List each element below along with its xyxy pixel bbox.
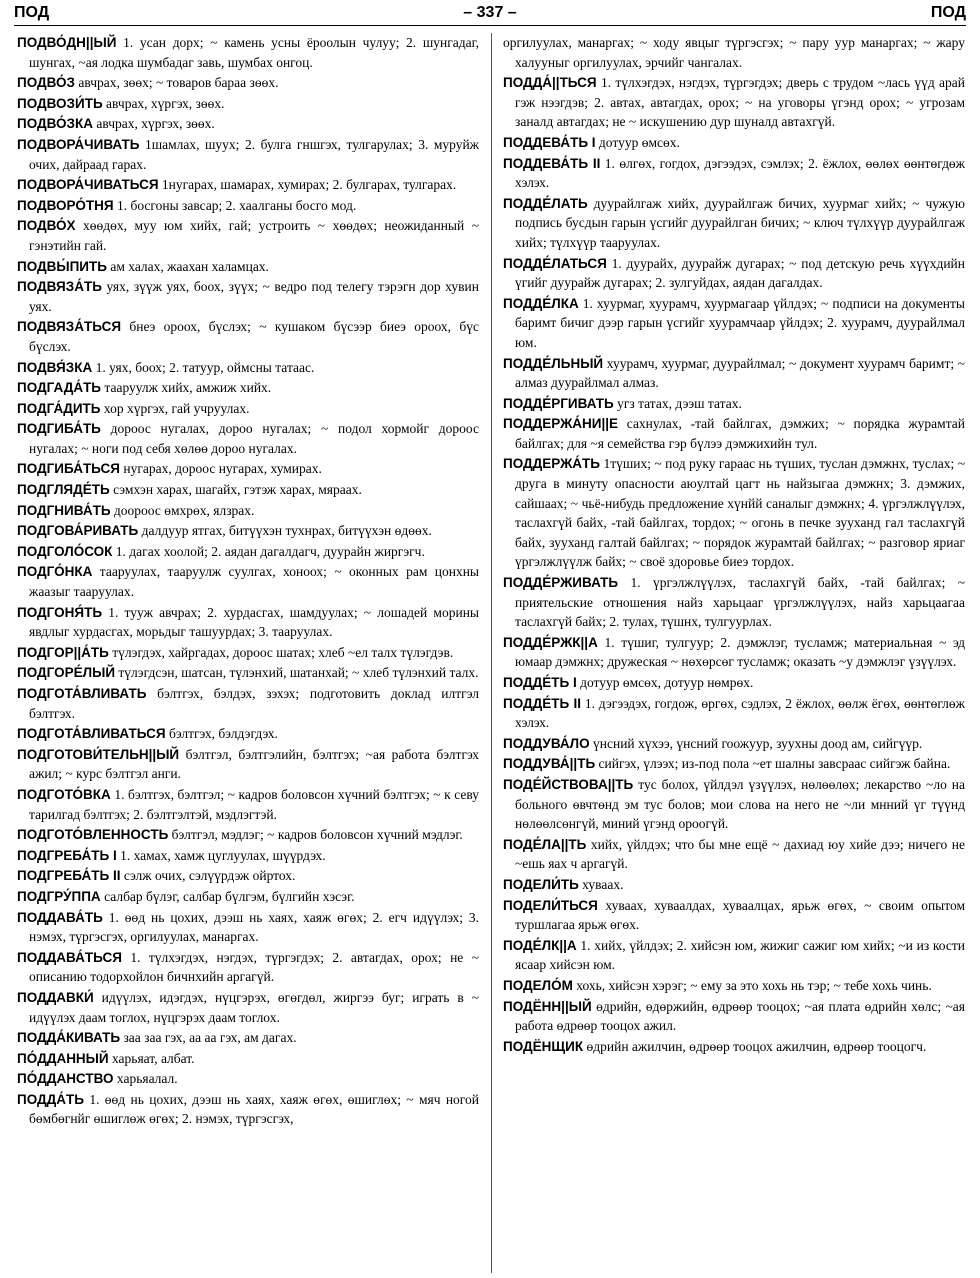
headword: ПОДДЕВА́ТЬ II [503,155,601,171]
dictionary-entry [17,216,479,255]
definition: 1нугарах, шамарах, хумирах; 2. булгарах, тулгарах. [161,177,457,193]
definition: 1. дуурайх, дуурайж дугарах; ~ под детскую речь хүүхдийн үгийг дуурайж дугарах; 2. зулгуйдах, аядан дагалдах. [515,255,965,291]
dictionary-entry [503,133,965,153]
headword: ПОДДЕ́ЛКА [503,295,579,311]
dictionary-entry [17,948,479,987]
headword: ПОДГИБА́ТЬСЯ [17,461,121,477]
headword: ПОДДЕ́ЛАТЬСЯ [503,255,607,271]
dictionary-entry [503,454,965,572]
headword: ПОДВО́ДН||ЫЙ [17,35,117,50]
headword: ПОДГОР||А́ТЬ [17,644,109,660]
dictionary-entry [17,542,479,562]
definition: хуваах. [582,876,624,892]
definition: 1. хуурмаг, хуурамч, хуурмагаар үйлдэх; ~ подписи на документы баримт бичиг дээр гарын үсгийг хуурамчаар үйлдэх; 2. хуурамч, дуурайлмал юм. [515,295,965,350]
dictionary-entry [17,33,479,72]
definition: 1. өөд нь цохих, дээш нь хаях, хаяж өгөх; 2. егч идүүлэх; 3. нэмэх, түргэсгэх, оргилуулах, манаргах. [29,909,479,945]
definition: дотуур өмсөх. [598,134,680,150]
headword: ПОДВОРА́ЧИВАТЬСЯ [17,177,159,193]
dictionary-entry [17,358,479,378]
headword: ПОДГОВА́РИВАТЬ [17,523,139,539]
headword: ПОДГРЕБА́ТЬ II [17,868,121,884]
headword: ПОДДЕ́ЛЬНЫЙ [503,355,604,371]
column-divider [491,33,492,1273]
dictionary-entry [17,114,479,134]
headword: ПОДГА́ДИТЬ [17,400,101,416]
dictionary-entry [503,73,965,132]
dictionary-entry [17,175,479,195]
dictionary-entry [17,94,479,114]
headword: ПОДВО́Х [17,218,76,234]
definition: 1шамлах, шуух; 2. булга гншгэх, тулгарулах; 3. муруйж очих, дайраад гарах. [29,136,479,172]
definition: 1. тууж авчрах; 2. хурдасгах, шамдуулах; ~ лошадей морины явдлыг хурдасгах, морьдыг ташуурдах; 3. тааруулах. [29,604,479,640]
definition: бэлтгэх, бэлдэгдэх. [168,726,278,742]
headword: ПОДЕ́ЛК||А [503,937,577,953]
definition: дороос нугалах, дороо нугалах; ~ подол хормойг дороос нугалах; ~ ноги под себя хөлөө дороо нугалах. [29,421,479,456]
definition: харьяат, албат. [111,1050,195,1066]
definition: бэлтгэх, бэлдэх, зэхэх; подготовить доклад илтгэл бэлтгэх. [29,686,479,721]
page-number: – 337 – [463,4,517,21]
dictionary-entry [17,825,479,845]
definition: дотуур өмсөх, дотуур нөмрөх. [580,675,754,690]
dictionary-entry [17,419,479,458]
headword: ПОДВЯЗА́ТЬСЯ [17,319,122,335]
dictionary-entry [17,908,479,947]
dictionary-entry [17,866,479,886]
dictionary-entry [503,633,965,672]
definition: бнеэ ороох, бүслэх; ~ кушаком бүсээр биеэ ороох, бүс бүслэх. [29,319,479,354]
headword: ПОДДЕРЖА́НИ||Е [503,416,619,432]
headword: ПОДВОЗИ́ТЬ [17,95,103,111]
dictionary-entry [17,399,479,419]
dictionary-entry [503,394,965,414]
definition: 1. дагах хоолой; 2. аядан дагалдагч, дуурайн жиргэгч. [115,543,425,559]
definition: авчрах, хүргэх, зөөх. [96,116,215,132]
dictionary-entry [17,277,479,316]
right-column [503,33,965,1273]
definition: сэлж очих, сэлүүрдэж ойртох. [123,868,296,884]
headword: ПОДГАДА́ТЬ [17,380,102,396]
headword: ПОДДЕРЖА́ТЬ [503,456,600,472]
headword: ПО́ДДАНСТВО [17,1071,114,1087]
dictionary-entry [17,887,479,907]
definition: өдрийн ажилчин, өдрөөр тооцох ажилчин, өдрөөр тооцогч. [586,1038,927,1054]
definition: тааруулж хийх, амжиж хийх. [104,380,272,396]
headword: ПОДГОРЕ́ЛЫЙ [17,665,116,681]
headword: ПОДГОНЯ́ТЬ [17,604,103,620]
definition: тус болох, үйлдэл үзүүлэх, нөлөөлөх; лекарство ~ло на больного өвчтөнд эм тус болов; мои слова на него не ~ли мнний үг түүнд нөлөөлсөнгүй, миний үгэнд ороогүй. [515,776,965,832]
dictionary-entry [503,254,965,293]
dictionary-entry [503,835,965,874]
dictionary-entry [503,194,965,253]
headword: ПО́ДДАННЫЙ [17,1050,109,1066]
dictionary-entry [17,480,479,500]
dictionary-entry [17,562,479,601]
dictionary-entry [503,936,965,975]
headword: ПОДДЕВА́ТЬ I [503,134,596,150]
headword: ПОДГОЛО́СОК [17,543,113,559]
dictionary-entry [503,896,965,935]
dictionary-entry [17,1069,479,1089]
headword: ПОДДЕ́ТЬ I [503,675,577,690]
dictionary-entry [503,154,965,193]
definition: бэлтгэл, бэлтгэлийн, бэлтгэх; ~ая работа бэлтгэх ажил; ~ курс бэлтгэл анги. [29,746,479,782]
definition: оргилуулах, манаргах; ~ ходу явцыг түргэсгэх; ~ пару уур манаргах; ~ жару халууныг оргилуулах, эрчийг чангалах. [503,35,965,70]
headword: ПОДВЯЗА́ТЬ [17,279,102,295]
headword: ПОДГИБА́ТЬ [17,421,101,437]
definition: 1. түлхэгдэх, нэгдэх, түргэгдэх; 2. автагдах, орох; не ~ описанию тодорхойлон бичнхийн аргагүй. [29,949,479,985]
headword: ПОДЕЛИ́ТЬ [503,876,579,892]
dictionary-entry [17,745,479,784]
headword: ПОДГОТА́ВЛИВАТЬСЯ [17,726,166,742]
dictionary-entry [17,378,479,398]
definition: авчрах, зөөх; ~ товаров бараа зөөх. [78,75,279,91]
definition: салбар бүлэг, салбар бүлгэм, бүлгийн хэсэг. [104,888,355,904]
headword: ПОДГОТОВИ́ТЕЛЬН||ЫЙ [17,746,180,762]
definition: идүүлэх, идэгдэх, нүцгэрэх, өгөгдөл, жиргээ буг; играть в ~ идүүлэх даам тоглох, нүцгэрэх даам тоглох. [29,989,479,1025]
definition: хийх, үйлдэх; что бы мне ещё ~ дахиад юу хийе дээ; ничего не ~ешь яах ч аргагүй. [515,836,965,872]
definition: 1. үргэлжлүүлэх, таслахгүй байх, -тай байлгах; ~ приятельские отношения найз харьцааг үргэлжлүүлэх, найз харьцаагаа таслахгүй байх; 2. тулах, түшнх, тулгуурлах. [515,575,965,630]
dictionary-entry [503,573,965,632]
dictionary-entry [17,521,479,541]
dictionary-entry [17,135,479,174]
dictionary-entry [17,1049,479,1069]
headword: ПОДЕ́ЙСТВОВА||ТЬ [503,776,634,792]
dictionary-entry [17,785,479,824]
header-rule [14,25,966,26]
dictionary-entry [17,1028,479,1048]
definition: 1түших; ~ под руку гараас нь түших, туслан дэмжнх, туслах; ~ друга в минуту опасности аюултай цагт нь найзыгаа дэмжнх; 3. дэмжих, сайшаах; ~ чьё-нибудь предложение хүнйй саналыг дэмжнх; 4. үргэлжлүүлэх, таслахгүй байх, -тай байлгах, тордох; ~ огонь в печке зууханд гал таслахгүй байх, зууханд галтай байлгах; ~ порядок журамтай байлгах; ~ разговор яриаг үргэлжлүүлж байх; ~ своё здоровье биеэ тордох. [515,456,965,570]
definition: уях, зүүж уях, боох, зүүх; ~ ведро под телегу тэрэгн дор хувин уях. [29,279,479,314]
dictionary-entry [17,257,479,277]
definition: 1. босгоны завсар; 2. хаалганы босго мод. [116,197,357,213]
headword: ПОДЕ́ЛА||ТЬ [503,836,587,852]
dictionary-entry [17,846,479,866]
headword: ПОДДА́ТЬ [17,1091,84,1107]
dictionary-entry [17,1090,479,1129]
headword: ПОДГНИВА́ТЬ [17,502,111,518]
definition: үнсний хүхээ, үнсний гоожуур, зуухны доод ам, сийгүүр. [593,735,923,751]
headword: ПОДЁНЩИК [503,1038,584,1054]
definition: нугарах, дороос нугарах, хумирах. [123,461,322,477]
headword: ПОДДАВА́ТЬ [17,909,103,925]
headword: ПОДГОТА́ВЛИВАТЬ [17,686,147,701]
definition: түлэгдсэн, шатсан, түлэнхий, шатанхай; ~ хлеб түлэнхий талх. [118,665,479,681]
dictionary-entry [503,694,965,733]
definition: 1. усан дорх; ~ камень усны ёроолын чулуу; 2. шунгадаг, шунгах, ~ая лодка шумбадаг завь, шумбах онгоц. [29,35,479,70]
definition: харьяалал. [116,1071,178,1087]
headword: ПОДДЕ́РГИВАТЬ [503,395,614,411]
headword: ПОДДА́||ТЬСЯ [503,75,597,91]
dictionary-entry [503,1037,965,1057]
definition: бэлтгэл, мэдлэг; ~ кадров боловсон хүчний мэдлэг. [171,827,463,843]
definition: заа заа гэх, аа аа гэх, ам дагах. [123,1030,297,1046]
definition: хуурамч, хуурмаг, дуурайлмал; ~ документ хуурамч баримт; ~ алмаз дуурайлмал алмаз. [515,355,965,391]
headword: ПОДДЕ́РЖК||А [503,634,598,650]
headword: ПОДВЯ́ЗКА [17,359,93,375]
definition: 1. өлгөх, гогдох, дэгээдэх, сэмлэх; 2. ёжлох, өөлөх өөнтөгдөж хэлэх. [515,155,965,191]
definition: далдуур ятгах, битүүхэн тухнрах, битүүхэн өдөөх. [141,523,432,539]
dictionary-entry [503,976,965,996]
headword: ПОДВО́З [17,75,76,91]
headword: ПОДВОРО́ТНЯ [17,197,114,213]
headword: ПОДГРУ́ППА [17,888,101,904]
definition: 1. түлхэгдэх, нэгдэх, түргэгдэх; дверь с трудом ~лась үүд арай гэж нээгдэв; 2. автах, автагдах, орох; ~ на уговоры үгэнд орох; ~ угрозам заналд автагдах; не ~ искушению дур шуналд автахгүй. [515,75,965,130]
page-header [14,2,966,24]
definition: сэмхэн харах, шагайх, гэтэж харах, мяраах. [113,482,362,498]
dictionary-entry [503,354,965,393]
dictionary-entry [17,603,479,642]
headword: ПОДГОТО́ВКА [17,786,111,802]
headword: ПОДВО́ЗКА [17,116,94,132]
dictionary-entry [503,754,965,774]
definition: доороос өмхрөх, ялзрах. [113,502,255,518]
definition: сахнулах, -тай байлгах, дэмжих; ~ порядка журамтай байлгах; для ~я семейства гэр бүлээ дэмжихийн тул. [515,416,965,451]
headword: ПОДДЕ́ЛАТЬ [503,195,588,211]
headword: ПОДВЫ́ПИТЬ [17,258,107,274]
headword: ПОДГЛЯДЕ́ТЬ [17,482,110,498]
dictionary-entry [503,414,965,453]
definition: дуурайлгаж хийх, дуурайлгаж бичих, хуурмаг хийх; ~ чужую подпись бусдын гарын үсгийг дуурайлган бичих; ~ ключ түлхүүр дуурайлгаж хийх; түлхүүр тааруулах. [515,195,965,250]
dictionary-entry [503,294,965,353]
dictionary-entry [17,724,479,744]
headword: ПОДГО́НКА [17,564,93,580]
header-right-guideword: ПОД [930,4,966,21]
dictionary-entry [503,734,965,754]
definition: түлэгдэх, хайргадах, дороос шатах; хлеб ~ел талх түлэгдэв. [112,644,454,660]
left-column [17,33,479,1273]
headword: ПОДДАВКИ́ [17,989,94,1005]
definition: хор хүргэх, гай учруулах. [103,400,250,416]
dictionary-entry [17,73,479,93]
dictionary-entry [17,196,479,216]
dictionary-entry [17,643,479,663]
headword: ПОДДА́КИВАТЬ [17,1030,121,1046]
dictionary-entry [17,988,479,1027]
headword: ПОДВОРА́ЧИВАТЬ [17,136,140,152]
definition: 1. бэлтгэх, бэлтгэл; ~ кадров боловсон хүчний бэлтгэх; ~ к севу тарилгад бэлтгэх; 2. бэлтгэлтэй, мэдлэгтэй. [29,786,479,822]
dictionary-entry [17,501,479,521]
dictionary-entry [503,775,965,834]
headword: ПОДГРЕБА́ТЬ I [17,847,117,863]
definition: тааруулах, тааруулж суулгах, хоноох; ~ оконных рам цонхны жаазыг тааруулах. [29,564,479,600]
headword: ПОДЕЛИ́ТЬСЯ [503,897,598,913]
dictionary-entry [503,997,965,1036]
definition: 1. түшиг, тулгуур; 2. дэмжлэг, тусламж; материальная ~ эд юмаар дэмжнх; дружеская ~ нөхөрсөг тусламж; оказать ~у дэмжлэг үзүүлэх. [515,634,965,670]
definition: 1. хийх, үйлдэх; 2. хийсэн юм, жижиг сажиг юм хийх; ~и из кости ясаар хийсэн юм. [515,937,965,973]
dictionary-entry [503,673,965,693]
headword: ПОДДЕ́РЖИВАТЬ [503,575,619,591]
header-left-guideword: ПОД [14,4,50,21]
dictionary-entry [503,33,965,72]
definition: 1. хамах, хамж цуглуулах, шүүрдэх. [120,847,326,863]
headword: ПОДДАВА́ТЬСЯ [17,949,122,965]
definition: 1. уях, боох; 2. татуур, оймсны татаас. [95,359,315,375]
dictionary-entry [503,875,965,895]
definition: авчрах, хүргэх, зөөх. [106,95,225,111]
headword: ПОДЁНН||ЫЙ [503,998,592,1014]
definition: өдрийн, өдөржийн, өдрөөр тооцох; ~ая плата өдрийн хөлс; ~ая работа өдрөөр тооцох ажил. [515,998,965,1034]
definition: 1. дэгээдэх, гогдож, өргөх, сэдлэх, 2 ёжлох, өөлж ёгөх, өөнтөглөж хэлэх. [515,695,965,731]
definition: хөөдөх, муу юм хийх, гай; устроить ~ хөөдөх; неожиданный ~ гэнэтийн гай. [29,218,479,253]
definition: хохь, хийсэн хэрэг; ~ ему за это хохь нь тэр; ~ тебе хохь чинь. [576,977,932,993]
dictionary-entry [17,663,479,683]
headword: ПОДДУВА́ЛО [503,735,590,751]
dictionary-entry [17,317,479,356]
definition: 1. өөд нь цохих, дээш нь хаях, хаяж өгөх, өшиглөх; ~ мяч ногой бөмбөгнйг өшиглөж өгөх; 2. нэмэх, түргэсгэх, [29,1091,479,1127]
definition: ам халах, жаахан халамцах. [110,258,269,274]
headword: ПОДДЕ́ТЬ II [503,695,581,711]
definition: угз татах, дээш татах. [617,395,742,411]
headword: ПОДГОТО́ВЛЕННОСТЬ [17,827,169,843]
dictionary-entry [17,459,479,479]
definition: хуваах, хуваалдах, хуваалцах, ярьж өгөх, ~ своим опытом туршлагаа ярьж өгөх. [515,897,965,933]
headword: ПОДДУВА́||ТЬ [503,756,596,772]
headword: ПОДЕЛО́М [503,977,573,993]
definition: сийгэх, үлээх; из-под пола ~ет шалны завсраас сийгэж байна. [598,756,951,772]
dictionary-entry [17,684,479,723]
